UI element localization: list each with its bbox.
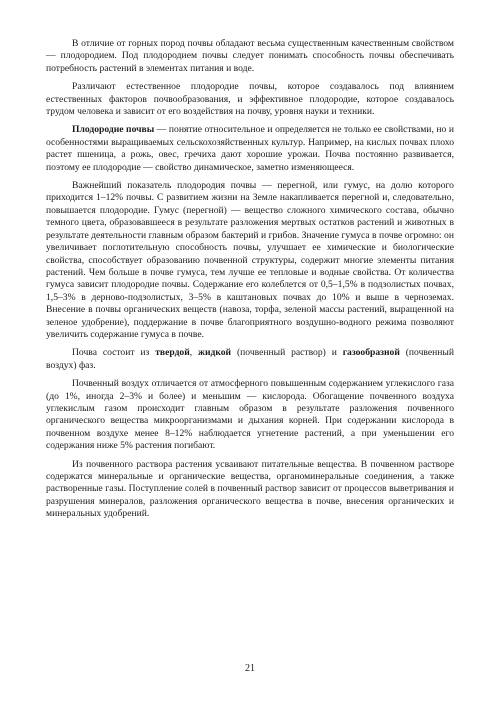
paragraph-soil-phases (46, 347, 454, 372)
paragraph-text-part: , (189, 347, 199, 359)
paragraph-text-part: (почвенный раствор) и (231, 347, 343, 359)
paragraph-humus (46, 180, 454, 341)
paragraph-text: — понятие относительное и определяется не только ее свойствами, но и особенностями выращиваемых сельскохозяйственных культур. Например, на кислых почвах плохо растет пшеница, а рожь, овес, гречиха дают хорошие урожаи. Почва постоянно развивается, поэтому ее плодородие — свойство динамическое, заметно изменяющееся. (46, 124, 454, 173)
paragraph-text: В отличие от горных пород почвы обладают весьма существенным качественным свойством — плодородием. Под плодородием почвы следует понимать способность почвы обеспечивать потребность растений в элементах питания и воде. (46, 38, 454, 74)
paragraph-text-part: (почвенный воздух) фаз. (46, 347, 455, 371)
term-solid-phase: твердой (155, 347, 190, 359)
page-number: 21 (245, 663, 255, 674)
term-liquid-phase: жидкой (198, 347, 232, 359)
paragraph-natural-effective-fertility (46, 81, 454, 118)
paragraph-text-part: , или (314, 180, 344, 192)
paragraph-text-part: , на долю которого приходится 1–12% почвы. С развитием жизни на Земле накапливается перегной и, следовательно, повышается плодородие. Гумус (перегной) — вещество сложного химического состава, обычно темного цвета, образовавшееся в результате разложения мертвых остатков растений и животных в результате деятельности главным образом бактерий и грибов. Значение гумуса в почве огромно: он увеличивает поглотительную способность почвы, улучшает ее химические и биологические свойства, способствует образованию почвенной структуры, содержит многие элементы питания растений. Чем больше в почве гумуса, тем лучше ее тепловые и водные свойства. От количества гумуса зависит плодородие почвы. Содержание его колеблется от 0,5–1,5% в подзолистых почвах, 1,5–3% в дерново-подзолистых, 3–5% в каштановых почвах до 10% и выше в черноземах. Внесение в почвы органических веществ (навоза, торфа, зеленой массы растений, выращенной на зеленое удобрение), поддержание в почве благоприятного воздушно-водного режима позволяют увеличить содержание гумуса в почве. (46, 180, 454, 340)
paragraph-fertility-definition (46, 124, 454, 174)
paragraph-soil-fertility-intro (46, 38, 454, 75)
term-humus: гумус (343, 180, 368, 192)
term-gaseous-phase: газообразной (342, 347, 400, 359)
paragraph-soil-air (46, 378, 454, 452)
term-soil-fertility: Плодородие почвы (72, 124, 155, 136)
paragraph-text: Из почвенного раствора растения усваивают питательные вещества. В почвенном растворе содержатся минеральные и органические вещества, органоминеральные соединения, а также растворенные газы. Поступление солей в почвенный раствор зависит от процессов выветривания и разрушения минералов, разложения органического вещества в почве, внесения органических и минеральных удобрений. (46, 458, 454, 520)
paragraph-text-part: Почва состоит из (72, 347, 156, 359)
paragraph-text: Различают естественное плодородие почвы, которое создавалось под влиянием естественных факторов почвообразования, и эффективное плодородие, которое создавалось трудом человека и зависит от его воздействия на почву, уровня науки и техники. (46, 81, 454, 118)
paragraph-text-part: Важнейший показатель плодородия почвы — (72, 180, 278, 192)
term-peregnoy: перегной (277, 180, 315, 192)
paragraph-text: Почвенный воздух отличается от атмосферного повышенным содержанием углекислого газа (до 1%, иногда 2–3% и более) и меньшим — кислорода. Обогащение почвенного воздуха углекислым газом происходит главным образом в результате разложения почвенного органического вещества микроорганизмами и дыхания корней. При содержании кислорода в почвенном воздухе менее 8–12% наблюдается угнетение растений, а при уменьшении его содержания ниже 5% растения погибают. (46, 378, 454, 452)
paragraph-soil-solution (46, 459, 454, 521)
